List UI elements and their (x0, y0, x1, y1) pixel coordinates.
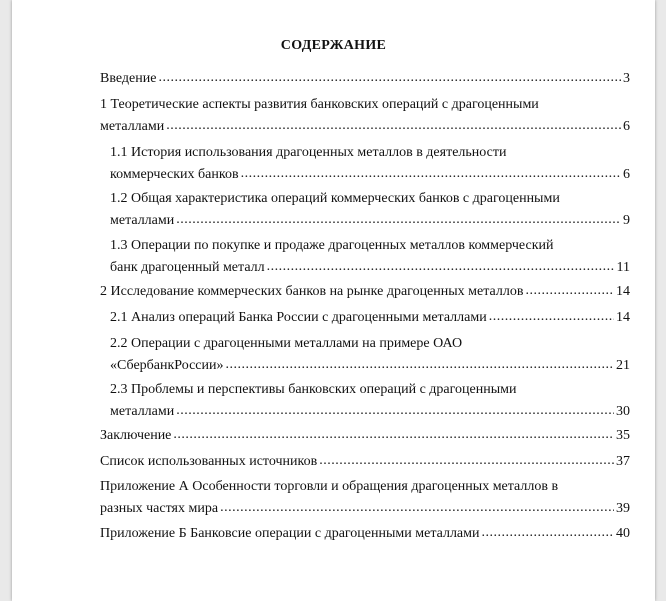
toc-entry-title: 2.2 Операции с драгоценными металлами на примере ОАО (110, 336, 463, 351)
toc-title: СОДЕРЖАНИЕ (280, 38, 387, 53)
toc-entry-references[interactable] (100, 451, 630, 473)
dot-leader (220, 497, 614, 519)
toc-entry-title-cont: «СбербанкРоссии» (110, 358, 224, 373)
dot-leader (166, 115, 621, 137)
toc-entry-title: Список использованных источников (100, 454, 318, 469)
toc-page-number: 21 (616, 358, 630, 373)
toc-entry-appendix-b[interactable] (100, 523, 630, 545)
toc-page-number: 11 (616, 260, 630, 275)
toc-entry-introduction[interactable] (100, 68, 630, 90)
dot-leader (482, 522, 615, 544)
dot-leader (176, 400, 614, 422)
dot-leader (241, 163, 621, 185)
toc-page-number: 14 (616, 284, 630, 299)
toc-page-number: 3 (623, 71, 630, 86)
toc-entry-title: Введение (100, 71, 157, 86)
toc-entry-section-2-2[interactable] (110, 333, 630, 377)
dot-leader (525, 280, 614, 302)
toc-entry-title: Приложение Б Банковсие операции с драгоценными металлами (100, 526, 480, 541)
toc-entry-title: 1.2 Общая характеристика операций коммерческих банков с драгоценными (110, 191, 560, 206)
dot-leader (267, 256, 615, 278)
toc-entry-title-cont: металлами (100, 119, 165, 134)
toc-entry-title: 1 Теоретические аспекты развития банковских операций с драгоценными (100, 97, 539, 112)
toc-entry-title: 1.3 Операции по покупке и продаже драгоценных металлов коммерческий (110, 238, 554, 253)
toc-page-number: 9 (623, 213, 630, 228)
dot-leader (173, 424, 614, 446)
toc-entry-title: 2.1 Анализ операций Банка России с драгоценными металлами (110, 310, 487, 325)
toc-entry-section-1-1[interactable] (110, 142, 630, 186)
toc-entry-title: 2.3 Проблемы и перспективы банковских операций с драгоценными (110, 382, 517, 397)
toc-page-number: 35 (616, 428, 630, 443)
dot-leader (158, 67, 621, 89)
toc-entry-section-2-1[interactable] (110, 307, 630, 329)
toc-page-number: 6 (623, 119, 630, 134)
toc-entry-chapter-1[interactable] (100, 94, 630, 138)
toc-entry-conclusion[interactable] (100, 425, 630, 447)
toc-page-number: 6 (623, 167, 630, 182)
dot-leader (226, 354, 615, 376)
toc-entry-title-cont: банк драгоценный металл (110, 260, 265, 275)
dot-leader (176, 209, 621, 231)
toc-entry-section-2-3[interactable] (110, 379, 630, 423)
toc-page-number: 40 (616, 526, 630, 541)
toc-entry-title: 2 Исследование коммерческих банков на рынке драгоценных металлов (100, 284, 524, 299)
toc-entry-title: Приложение А Особенности торговли и обращения драгоценных металлов в (100, 479, 559, 494)
toc-entry-title-cont: металлами (110, 213, 175, 228)
dot-leader (319, 450, 614, 472)
toc-page-number: 30 (616, 404, 630, 419)
toc-entry-section-1-3[interactable] (110, 235, 630, 279)
toc-page-number: 14 (616, 310, 630, 325)
toc-entry-title-cont: коммерческих банков (110, 167, 239, 182)
toc-entry-title-cont: разных частях мира (100, 501, 219, 516)
toc-entry-appendix-a[interactable] (100, 476, 630, 520)
dot-leader (489, 306, 614, 328)
toc-entry-section-1-2[interactable] (110, 188, 630, 232)
toc-page-number: 39 (616, 501, 630, 516)
toc-entry-chapter-2[interactable] (100, 281, 630, 303)
toc-entry-title-cont: металлами (110, 404, 175, 419)
toc-entry-title: 1.1 История использования драгоценных металлов в деятельности (110, 145, 507, 160)
toc-page-number: 37 (616, 454, 630, 469)
toc-entry-title: Заключение (100, 428, 172, 443)
document-page (12, 0, 655, 601)
